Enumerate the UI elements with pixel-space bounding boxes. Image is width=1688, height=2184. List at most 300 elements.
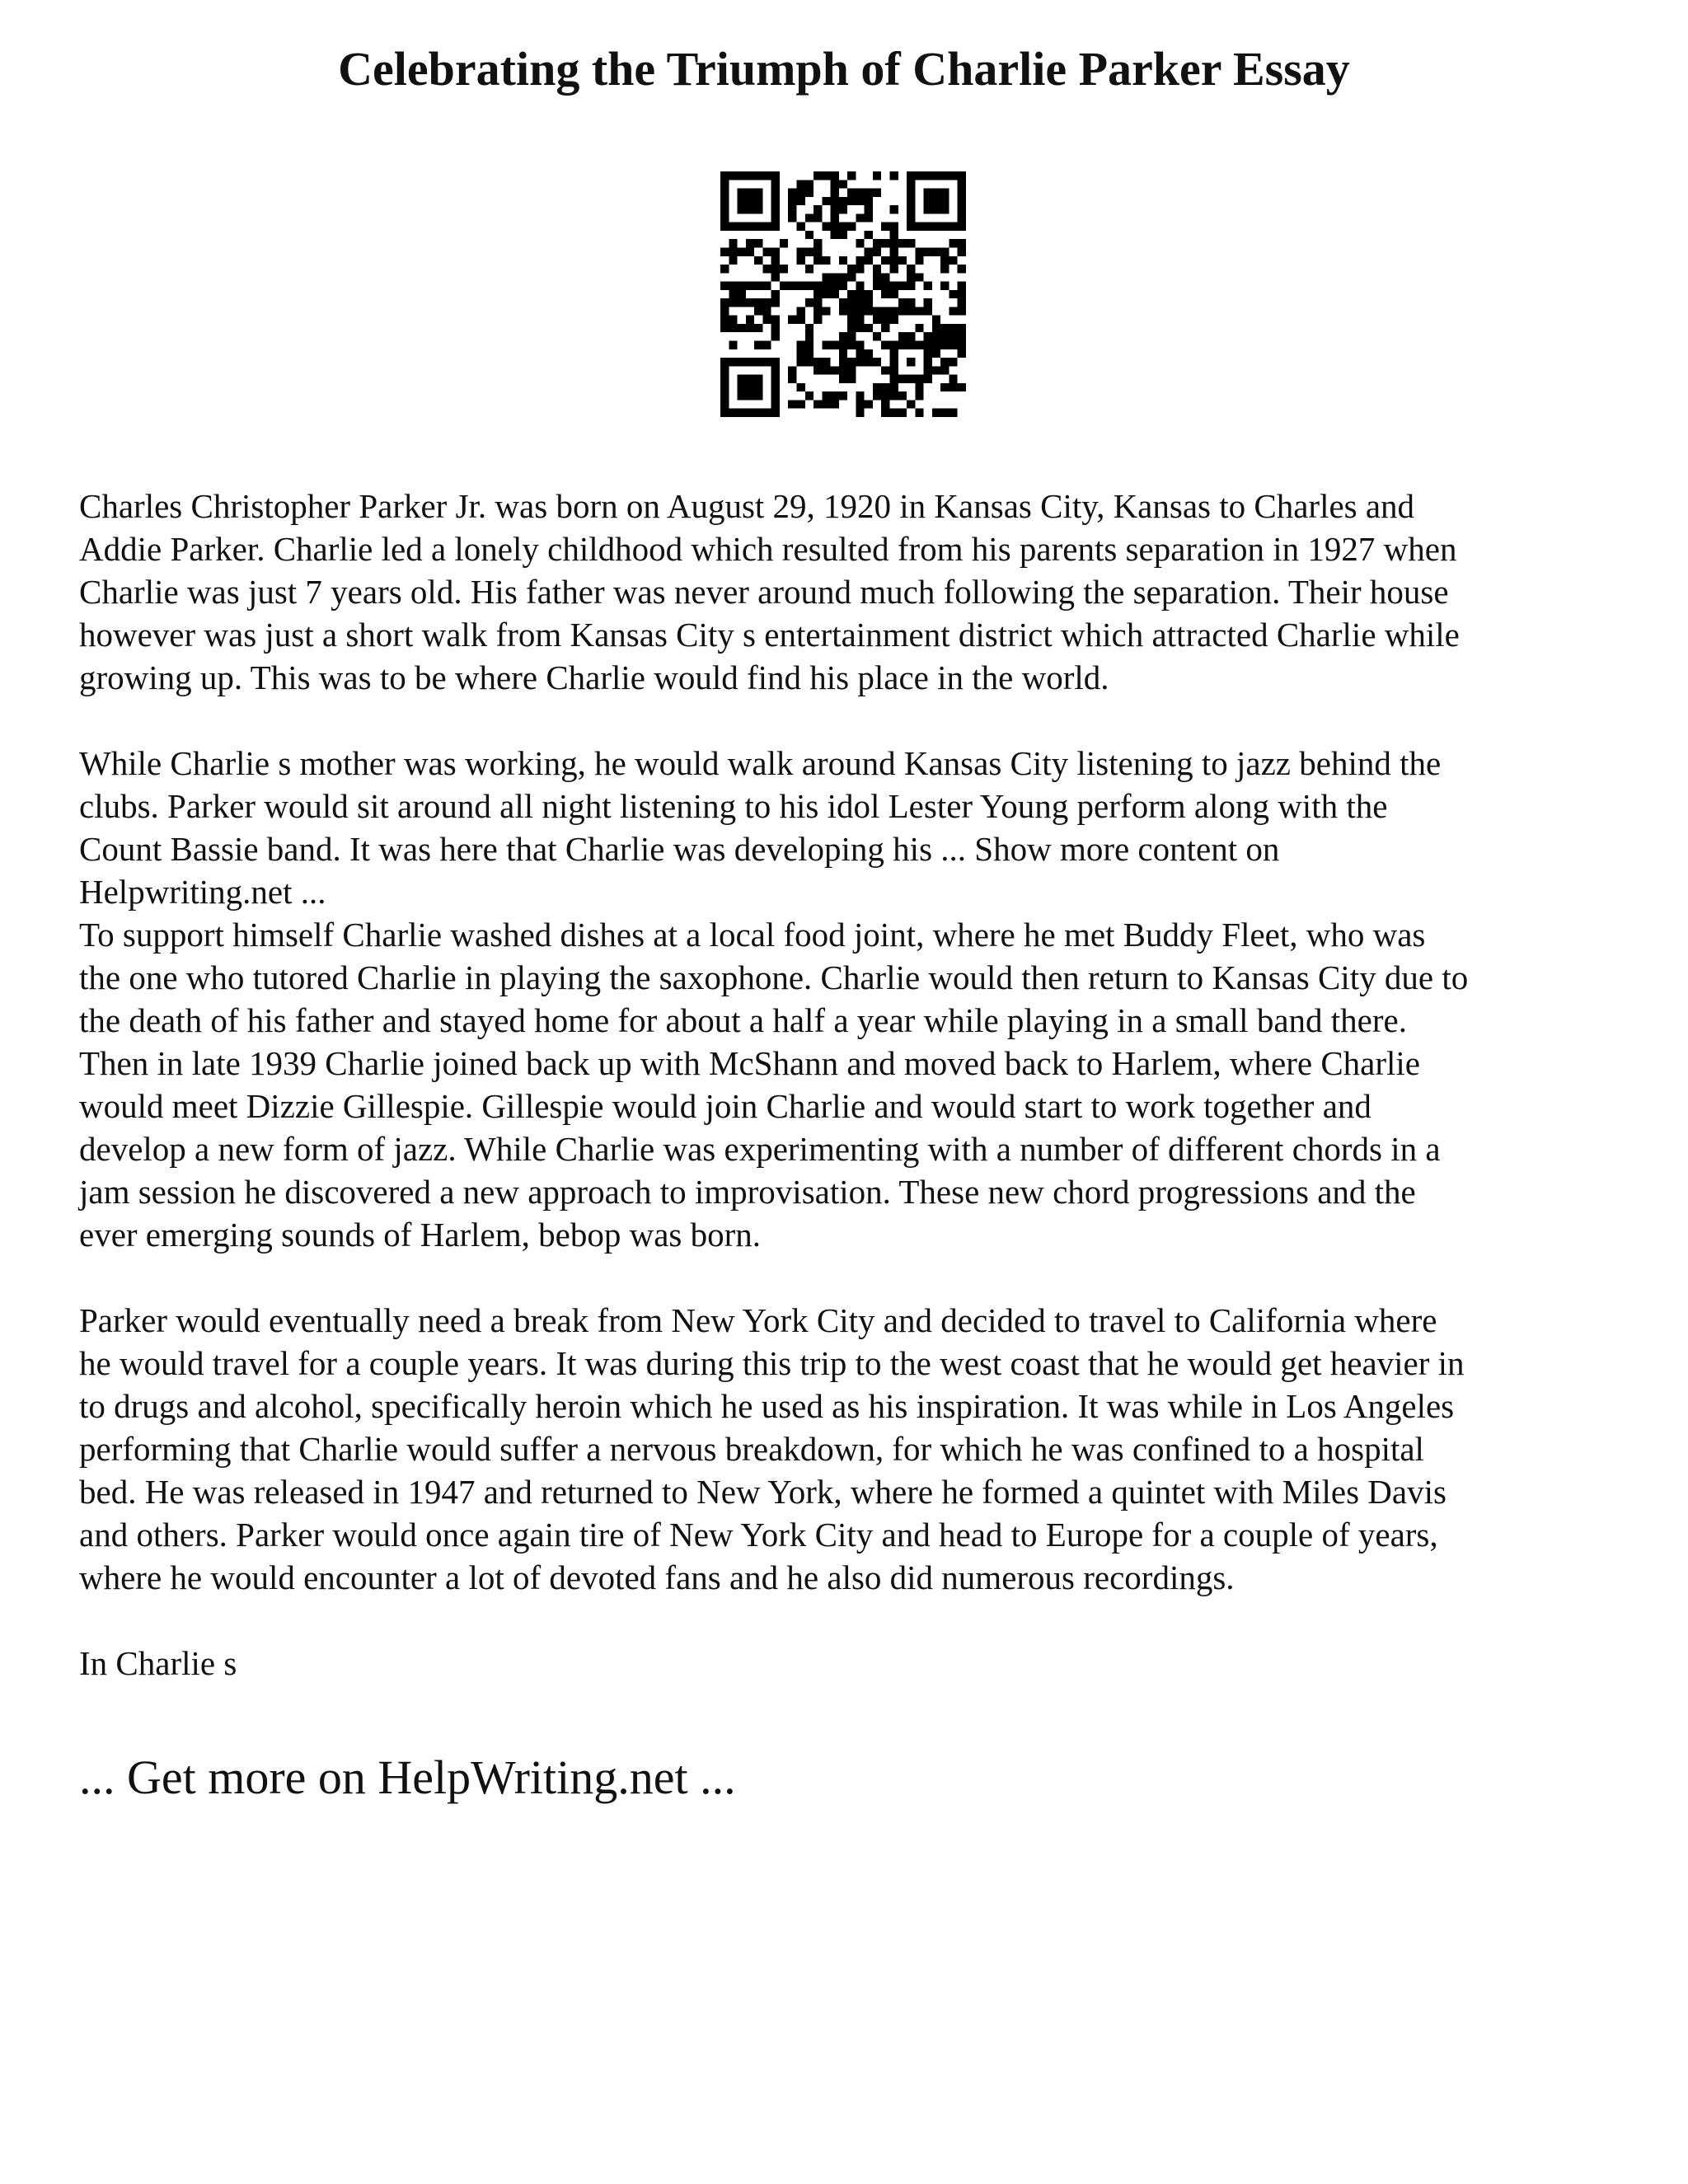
- qr-module: [805, 358, 814, 366]
- qr-module: [907, 189, 915, 197]
- qr-module: [720, 205, 729, 213]
- qr-module: [746, 316, 754, 324]
- qr-module: [949, 341, 957, 349]
- qr-module: [881, 256, 889, 265]
- qr-module: [865, 307, 873, 315]
- qr-module: [907, 265, 915, 273]
- qr-module: [847, 298, 856, 307]
- qr-module: [932, 349, 940, 358]
- qr-module: [940, 265, 949, 273]
- qr-module: [898, 239, 907, 247]
- qr-module: [881, 282, 889, 290]
- qr-module: [738, 298, 746, 307]
- qr-module: [729, 358, 737, 366]
- qr-module: [762, 247, 771, 255]
- qr-module: [839, 298, 847, 307]
- qr-module: [754, 383, 762, 391]
- qr-module: [940, 171, 949, 180]
- qr-module: [958, 247, 966, 255]
- qr-module: [738, 189, 746, 197]
- qr-module: [771, 400, 780, 408]
- qr-module: [881, 239, 889, 247]
- qr-module: [754, 341, 762, 349]
- qr-module: [839, 256, 847, 265]
- qr-module: [924, 247, 932, 255]
- qr-module: [720, 223, 729, 231]
- qr-module: [796, 349, 804, 358]
- qr-module: [856, 349, 864, 358]
- qr-module: [940, 358, 949, 366]
- qr-module: [915, 256, 923, 265]
- qr-module: [814, 282, 822, 290]
- qr-module: [881, 307, 889, 315]
- qr-module: [805, 324, 814, 332]
- qr-module: [839, 197, 847, 205]
- qr-module: [873, 332, 881, 340]
- qr-module: [788, 316, 796, 324]
- qr-module: [907, 332, 915, 340]
- qr-module: [873, 239, 881, 247]
- qr-module: [831, 366, 839, 374]
- qr-module: [754, 358, 762, 366]
- qr-module: [771, 391, 780, 400]
- qr-module: [949, 375, 957, 383]
- qr-module: [771, 273, 780, 281]
- qr-module: [746, 282, 754, 290]
- qr-module: [915, 383, 923, 391]
- qr-module: [746, 383, 754, 391]
- qr-module: [958, 171, 966, 180]
- qr-module: [814, 307, 822, 315]
- qr-module: [907, 282, 915, 290]
- qr-module: [958, 324, 966, 332]
- qr-module: [865, 189, 873, 197]
- qr-module: [738, 409, 746, 417]
- qr-module: [839, 391, 847, 400]
- qr-module: [907, 239, 915, 247]
- qr-module: [890, 247, 898, 255]
- qr-module: [915, 324, 923, 332]
- qr-module: [949, 383, 957, 391]
- qr-module: [856, 298, 864, 307]
- qr-module: [788, 282, 796, 290]
- qr-module: [805, 391, 814, 400]
- qr-module: [940, 282, 949, 290]
- qr-module: [771, 298, 780, 307]
- qr-module: [865, 213, 873, 222]
- qr-module: [890, 341, 898, 349]
- qr-module: [822, 391, 830, 400]
- qr-module: [754, 239, 762, 247]
- qr-module: [898, 332, 907, 340]
- qr-module: [898, 391, 907, 400]
- qr-module: [932, 205, 940, 213]
- qr-module: [881, 391, 889, 400]
- essay-body: [79, 485, 1629, 1685]
- qr-module: [762, 316, 771, 324]
- qr-module: [924, 205, 932, 213]
- qr-module: [720, 307, 729, 315]
- qr-module: [720, 366, 729, 374]
- qr-module: [720, 316, 729, 324]
- qr-module: [771, 383, 780, 391]
- qr-module: [873, 282, 881, 290]
- qr-module: [865, 197, 873, 205]
- qr-module: [847, 197, 856, 205]
- qr-module: [949, 223, 957, 231]
- qr-module: [831, 341, 839, 349]
- qr-module: [881, 324, 889, 332]
- qr-module: [847, 307, 856, 315]
- qr-module: [932, 332, 940, 340]
- qr-module: [847, 324, 856, 332]
- qr-module: [771, 197, 780, 205]
- qr-module: [831, 171, 839, 180]
- qr-module: [924, 282, 932, 290]
- qr-module: [771, 247, 780, 255]
- qr-module: [720, 189, 729, 197]
- qr-module: [958, 189, 966, 197]
- qr-module: [907, 375, 915, 383]
- qr-module: [865, 205, 873, 213]
- qr-module: [958, 298, 966, 307]
- qr-module: [746, 205, 754, 213]
- qr-module: [915, 171, 923, 180]
- qr-module: [729, 223, 737, 231]
- qr-module: [831, 290, 839, 298]
- qr-module: [805, 247, 814, 255]
- qr-module: [746, 223, 754, 231]
- qr-module: [822, 358, 830, 366]
- qr-module: [788, 197, 796, 205]
- qr-module: [839, 231, 847, 239]
- qr-module: [898, 307, 907, 315]
- qr-module: [822, 282, 830, 290]
- qr-module: [847, 290, 856, 298]
- qr-module: [796, 256, 804, 265]
- qr-module: [881, 273, 889, 281]
- qr-module: [940, 247, 949, 255]
- qr-module: [729, 324, 737, 332]
- qr-module: [738, 290, 746, 298]
- qr-module: [890, 231, 898, 239]
- qr-module: [847, 341, 856, 349]
- qr-module: [831, 189, 839, 197]
- qr-module: [924, 332, 932, 340]
- qr-module: [780, 282, 788, 290]
- qr-module: [940, 205, 949, 213]
- qr-module: [796, 307, 804, 315]
- qr-module: [788, 189, 796, 197]
- qr-module: [839, 180, 847, 188]
- qr-module: [890, 349, 898, 358]
- qr-module: [932, 341, 940, 349]
- qr-module: [865, 231, 873, 239]
- qr-module: [771, 256, 780, 265]
- qr-module: [898, 282, 907, 290]
- qr-module: [924, 341, 932, 349]
- qr-module: [932, 223, 940, 231]
- qr-module: [771, 265, 780, 273]
- qr-module: [814, 239, 822, 247]
- qr-module: [754, 307, 762, 315]
- qr-module: [788, 205, 796, 213]
- qr-module: [915, 247, 923, 255]
- qr-module: [958, 239, 966, 247]
- qr-module: [771, 171, 780, 180]
- qr-module: [915, 341, 923, 349]
- qr-module: [940, 383, 949, 391]
- qr-module: [932, 189, 940, 197]
- qr-module: [890, 358, 898, 366]
- qr-module: [796, 247, 804, 255]
- qr-module: [771, 409, 780, 417]
- qr-module: [865, 247, 873, 255]
- qr-module: [881, 341, 889, 349]
- qr-module: [788, 375, 796, 383]
- qr-code-svg: [720, 171, 966, 417]
- qr-module: [856, 400, 864, 408]
- qr-module: [856, 391, 864, 400]
- qr-module: [881, 383, 889, 391]
- qr-module: [831, 231, 839, 239]
- qr-module: [949, 307, 957, 315]
- qr-module: [839, 341, 847, 349]
- qr-module: [839, 375, 847, 383]
- qr-module: [881, 316, 889, 324]
- qr-module: [738, 391, 746, 400]
- qr-module: [839, 366, 847, 374]
- qr-module: [814, 205, 822, 213]
- qr-module: [831, 273, 839, 281]
- qr-module: [839, 205, 847, 213]
- qr-module: [940, 324, 949, 332]
- qr-module: [822, 366, 830, 374]
- paragraph-youth: While Charlie s mother was working, he would walk around Kansas City listening to jazz behind the clubs. Parker would sit around all night listening to his idol Lester Young perform along with the Count Bassie band. It was here that Charlie was developing his ... Show more content on Helpwriting.net ...: [79, 744, 1442, 911]
- qr-module: [720, 383, 729, 391]
- qr-module: [907, 400, 915, 408]
- qr-module: [898, 375, 907, 383]
- qr-module: [780, 239, 788, 247]
- qr-module: [805, 332, 814, 340]
- qr-module: [898, 298, 907, 307]
- qr-module: [720, 400, 729, 408]
- qr-module: [822, 307, 830, 315]
- qr-module: [949, 324, 957, 332]
- qr-module: [796, 400, 804, 408]
- page-title: Celebrating the Triumph of Charlie Parker Essay: [338, 42, 1350, 96]
- qr-module: [780, 265, 788, 273]
- qr-module: [856, 409, 864, 417]
- qr-module: [805, 282, 814, 290]
- qr-module: [865, 256, 873, 265]
- qr-module: [932, 366, 940, 374]
- qr-module: [873, 383, 881, 391]
- qr-module: [771, 375, 780, 383]
- qr-module: [720, 409, 729, 417]
- qr-module: [932, 316, 940, 324]
- qr-module: [805, 189, 814, 197]
- qr-module: [738, 205, 746, 213]
- qr-module: [856, 341, 864, 349]
- qr-module: [746, 391, 754, 400]
- qr-module: [924, 366, 932, 374]
- qr-module: [907, 197, 915, 205]
- qr-module: [822, 400, 830, 408]
- qr-module: [814, 366, 822, 374]
- qr-module: [814, 358, 822, 366]
- qr-module: [796, 358, 804, 366]
- qr-module: [890, 375, 898, 383]
- qr-module: [881, 409, 889, 417]
- qr-module: [814, 256, 822, 265]
- qr-module: [831, 205, 839, 213]
- qr-module: [949, 409, 957, 417]
- qr-module: [839, 307, 847, 315]
- qr-module: [958, 223, 966, 231]
- qr-module: [856, 265, 864, 273]
- qr-module: [738, 171, 746, 180]
- qr-module: [805, 231, 814, 239]
- qr-module: [940, 197, 949, 205]
- qr-module: [720, 171, 729, 180]
- qr-module: [915, 391, 923, 400]
- qr-module: [762, 223, 771, 231]
- qr-module: [907, 341, 915, 349]
- qr-module: [771, 332, 780, 340]
- qr-module: [729, 341, 737, 349]
- qr-module: [856, 239, 864, 247]
- get-more-link[interactable]: ... Get more on HelpWriting.net ...: [79, 1750, 736, 1804]
- qr-module: [839, 349, 847, 358]
- qr-module: [720, 391, 729, 400]
- qr-module: [847, 273, 856, 281]
- qr-module: [796, 189, 804, 197]
- qr-module: [738, 282, 746, 290]
- qr-module: [805, 349, 814, 358]
- qr-module: [720, 298, 729, 307]
- qr-module: [746, 375, 754, 383]
- qr-module: [865, 298, 873, 307]
- qr-module: [771, 324, 780, 332]
- qr-module: [915, 273, 923, 281]
- qr-module: [754, 375, 762, 383]
- qr-module: [839, 273, 847, 281]
- qr-module: [890, 409, 898, 417]
- qr-module: [814, 213, 822, 222]
- qr-module: [796, 383, 804, 391]
- qr-module: [949, 332, 957, 340]
- qr-module: [890, 366, 898, 374]
- qr-module: [958, 265, 966, 273]
- qr-module: [873, 316, 881, 324]
- qr-module: [762, 409, 771, 417]
- qr-module: [949, 239, 957, 247]
- qr-module: [805, 265, 814, 273]
- qr-module: [720, 247, 729, 255]
- qr-module: [754, 282, 762, 290]
- paragraph-career: To support himself Charlie washed dishes at a local food joint, where he met Buddy Fleet, who was the one who tutored Charlie in playing the saxophone. Charlie would then return to Kansas City due to the death of his father and stayed home for about a half a year while playing in a small band there. Then in late 1939 Charlie joined back up with McShann and moved back to Harlem, where Charlie would meet Dizzie Gillespie. Gillespie would join Charlie and would start to work together and develop a new form of jazz. While Charlie was experimenting with a number of different chords in a jam session he discovered a new approach to improvisation. These new chord progressions and the ever emerging sounds of Harlem, bebop was born.: [79, 916, 1469, 1254]
- qr-module: [805, 180, 814, 188]
- qr-module: [839, 223, 847, 231]
- qr-module: [839, 332, 847, 340]
- qr-module: [746, 358, 754, 366]
- qr-module: [856, 197, 864, 205]
- qr-module: [890, 307, 898, 315]
- qr-module: [729, 298, 737, 307]
- qr-module: [796, 223, 804, 231]
- qr-module: [771, 366, 780, 374]
- qr-module: [856, 290, 864, 298]
- qr-module: [958, 341, 966, 349]
- qr-module: [907, 180, 915, 188]
- qr-module: [720, 180, 729, 188]
- qr-module: [839, 358, 847, 366]
- qr-module: [856, 324, 864, 332]
- qr-module: [729, 409, 737, 417]
- qr-module: [831, 223, 839, 231]
- qr-module: [822, 341, 830, 349]
- qr-module: [958, 349, 966, 358]
- qr-module: [924, 358, 932, 366]
- qr-module: [788, 213, 796, 222]
- qr-module: [805, 213, 814, 222]
- qr-module: [890, 171, 898, 180]
- qr-module: [915, 307, 923, 315]
- qr-module: [856, 256, 864, 265]
- qr-module: [796, 316, 804, 324]
- qr-module: [949, 171, 957, 180]
- qr-module: [924, 171, 932, 180]
- qr-module: [958, 213, 966, 222]
- qr-module: [738, 358, 746, 366]
- qr-module: [847, 223, 856, 231]
- qr-module: [822, 223, 830, 231]
- qr-module: [865, 349, 873, 358]
- qr-module: [924, 349, 932, 358]
- qr-module: [839, 282, 847, 290]
- qr-module: [958, 383, 966, 391]
- paragraph-truncated: In Charlie s: [79, 1644, 237, 1682]
- qr-module: [958, 282, 966, 290]
- qr-module: [915, 409, 923, 417]
- qr-module: [856, 189, 864, 197]
- qr-module: [890, 290, 898, 298]
- qr-module: [738, 383, 746, 391]
- qr-module: [814, 316, 822, 324]
- qr-module: [754, 409, 762, 417]
- qr-module: [822, 171, 830, 180]
- qr-module: [720, 213, 729, 222]
- qr-module: [847, 366, 856, 374]
- qr-module: [890, 265, 898, 273]
- qr-module: [924, 298, 932, 307]
- qr-module: [720, 324, 729, 332]
- qr-module: [746, 189, 754, 197]
- qr-module: [907, 358, 915, 366]
- qr-module: [771, 316, 780, 324]
- qr-module: [949, 358, 957, 366]
- qr-module: [762, 307, 771, 315]
- qr-module: [940, 366, 949, 374]
- qr-module: [907, 298, 915, 307]
- qr-module: [949, 290, 957, 298]
- qr-module: [865, 400, 873, 408]
- qr-module: [762, 358, 771, 366]
- qr-module: [754, 223, 762, 231]
- qr-module: [796, 341, 804, 349]
- qr-module: [796, 197, 804, 205]
